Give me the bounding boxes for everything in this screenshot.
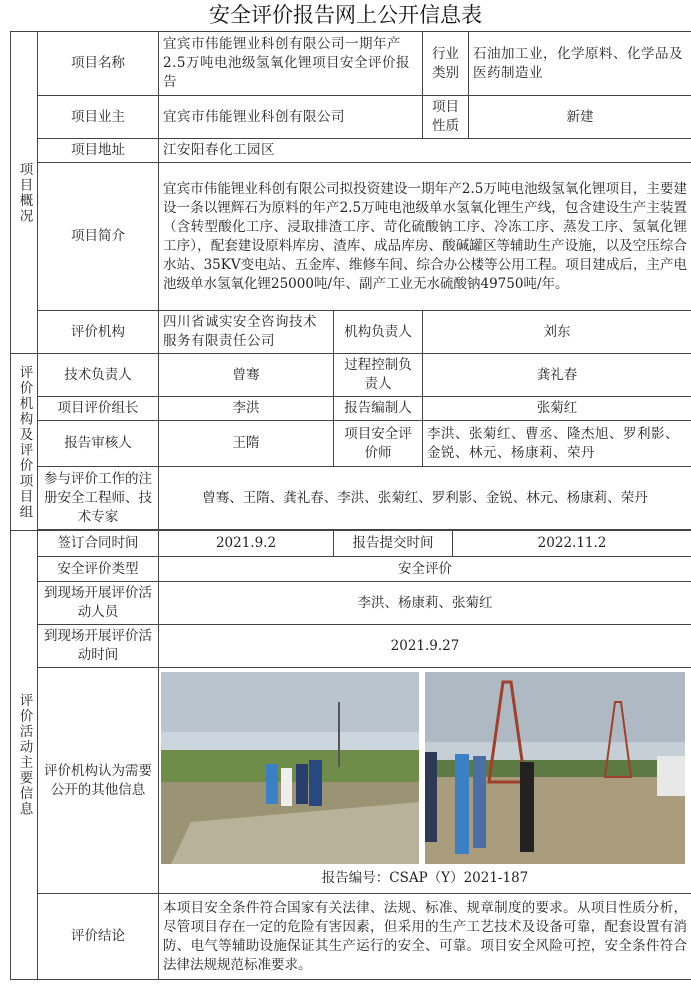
agency-value: 四川省诚实安全咨询技术服务有限责任公司 (159, 311, 334, 354)
writer-label: 报告编制人 (334, 397, 423, 421)
tech-label: 技术负责人 (38, 354, 159, 397)
engineers-value: 曾骞、王隋、龚礼春、李洪、张菊红、罗利影、金锐、林元、杨康莉、荣丹 (159, 467, 691, 530)
site-photo-right (425, 672, 685, 864)
conclusion-value: 本项目安全条件符合国家有关法律、法规、标准、规章制度的要求。从项目性质分析，尽管项目存在一定的危险有害因素，但采用的生产工艺技术及设备可靠，配套设置有消防、电气等辅助设施保证其生产运行的安全、可靠。项目安全风险可控，安全条件符合法律法规规范标准要求。 (159, 894, 691, 980)
reviewer-value: 王隋 (159, 421, 334, 467)
nature-label: 项目性质 (423, 96, 469, 139)
project-name: 宜宾市伟能锂业科创有限公司一期年产2.5万吨电池级氢氧化锂项目安全评价报告 (159, 32, 423, 96)
address-label: 项目地址 (38, 139, 159, 163)
intro-label: 项目简介 (38, 163, 159, 311)
reviewer-label: 报告审核人 (38, 421, 159, 467)
leader-label: 项目评价组长 (38, 397, 159, 421)
agency-label: 评价机构 (38, 311, 159, 354)
time-label: 到现场开展评价活动时间 (38, 625, 159, 668)
report-number: 报告编号：CSAP（Y）2021-187 (321, 870, 529, 886)
submit-value: 2022.11.2 (453, 531, 691, 557)
staff-label: 到现场开展评价活动人员 (38, 582, 159, 625)
nature-value: 新建 (469, 96, 691, 139)
industry-value: 石油加工业，化学原料、化学品及医药制造业 (469, 32, 691, 96)
tech-value: 曾骞 (159, 354, 334, 397)
section-overview: 项目概况 (11, 32, 38, 354)
submit-label: 报告提交时间 (334, 531, 453, 557)
engineers-label: 参与评价工作的注册安全工程师、技术专家 (38, 467, 159, 530)
other-label: 评价机构认为需要公开的其他信息 (38, 668, 159, 894)
contract-value: 2021.9.2 (159, 531, 334, 557)
info-table (10, 31, 691, 980)
evaluators-value: 李洪、张菊红、曹丞、隆杰旭、罗利影、金锐、林元、杨康莉、荣丹 (423, 421, 691, 467)
process-value: 龚礼春 (423, 354, 691, 397)
intro-value: 宜宾市伟能锂业科创有限公司拟投资建设一期年产2.5万吨电池级氢氧化锂项目，主要建设一条以锂辉石为原料的年产2.5万吨电池级单水氢氧化锂生产线，包含建设生产主装置（含转型酸化工序、浸取排渣工序、苛化硫酸钠工序、冷冻工序、蒸发工序、氢氧化锂工序），配套建设原料库房、渣库、成品库房、酸碱罐区等辅助生产设施，以及空压综合水站、35KV变电站、五金库、维修车间、综合办公楼等公用工程。项目建成后，主产电池级单水氢氧化锂25000吨/年、副产工业无水硫酸钠49750吨/年。 (159, 163, 691, 311)
staff-value: 李洪、杨康莉、张菊红 (159, 582, 691, 625)
type-label: 安全评价类型 (38, 557, 159, 582)
type-value: 安全评价 (159, 557, 691, 582)
contract-label: 签订合同时间 (38, 531, 159, 557)
address-value: 江安阳春化工园区 (159, 139, 691, 163)
evaluators-label: 项目安全评价师 (334, 421, 423, 467)
project-name-label: 项目名称 (38, 32, 159, 96)
writer-value: 张菊红 (423, 397, 691, 421)
site-photo-left (161, 672, 419, 864)
page-title: 安全评价报告网上公开信息表 (209, 3, 482, 27)
industry-label: 行业类别 (423, 32, 469, 96)
head-value: 刘东 (423, 311, 691, 354)
conclusion-label: 评价结论 (38, 894, 159, 980)
owner-label: 项目业主 (38, 96, 159, 139)
leader-value: 李洪 (159, 397, 334, 421)
section-activities: 评价活动主要信息 (11, 531, 38, 980)
time-value: 2021.9.27 (159, 625, 691, 668)
process-label: 过程控制负责人 (334, 354, 423, 397)
owner-value: 宜宾市伟能锂业科创有限公司 (159, 96, 423, 139)
section-org: 评价机构及评价项目组 (11, 354, 38, 531)
head-label: 机构负责人 (334, 311, 423, 354)
site-photos (159, 668, 691, 868)
